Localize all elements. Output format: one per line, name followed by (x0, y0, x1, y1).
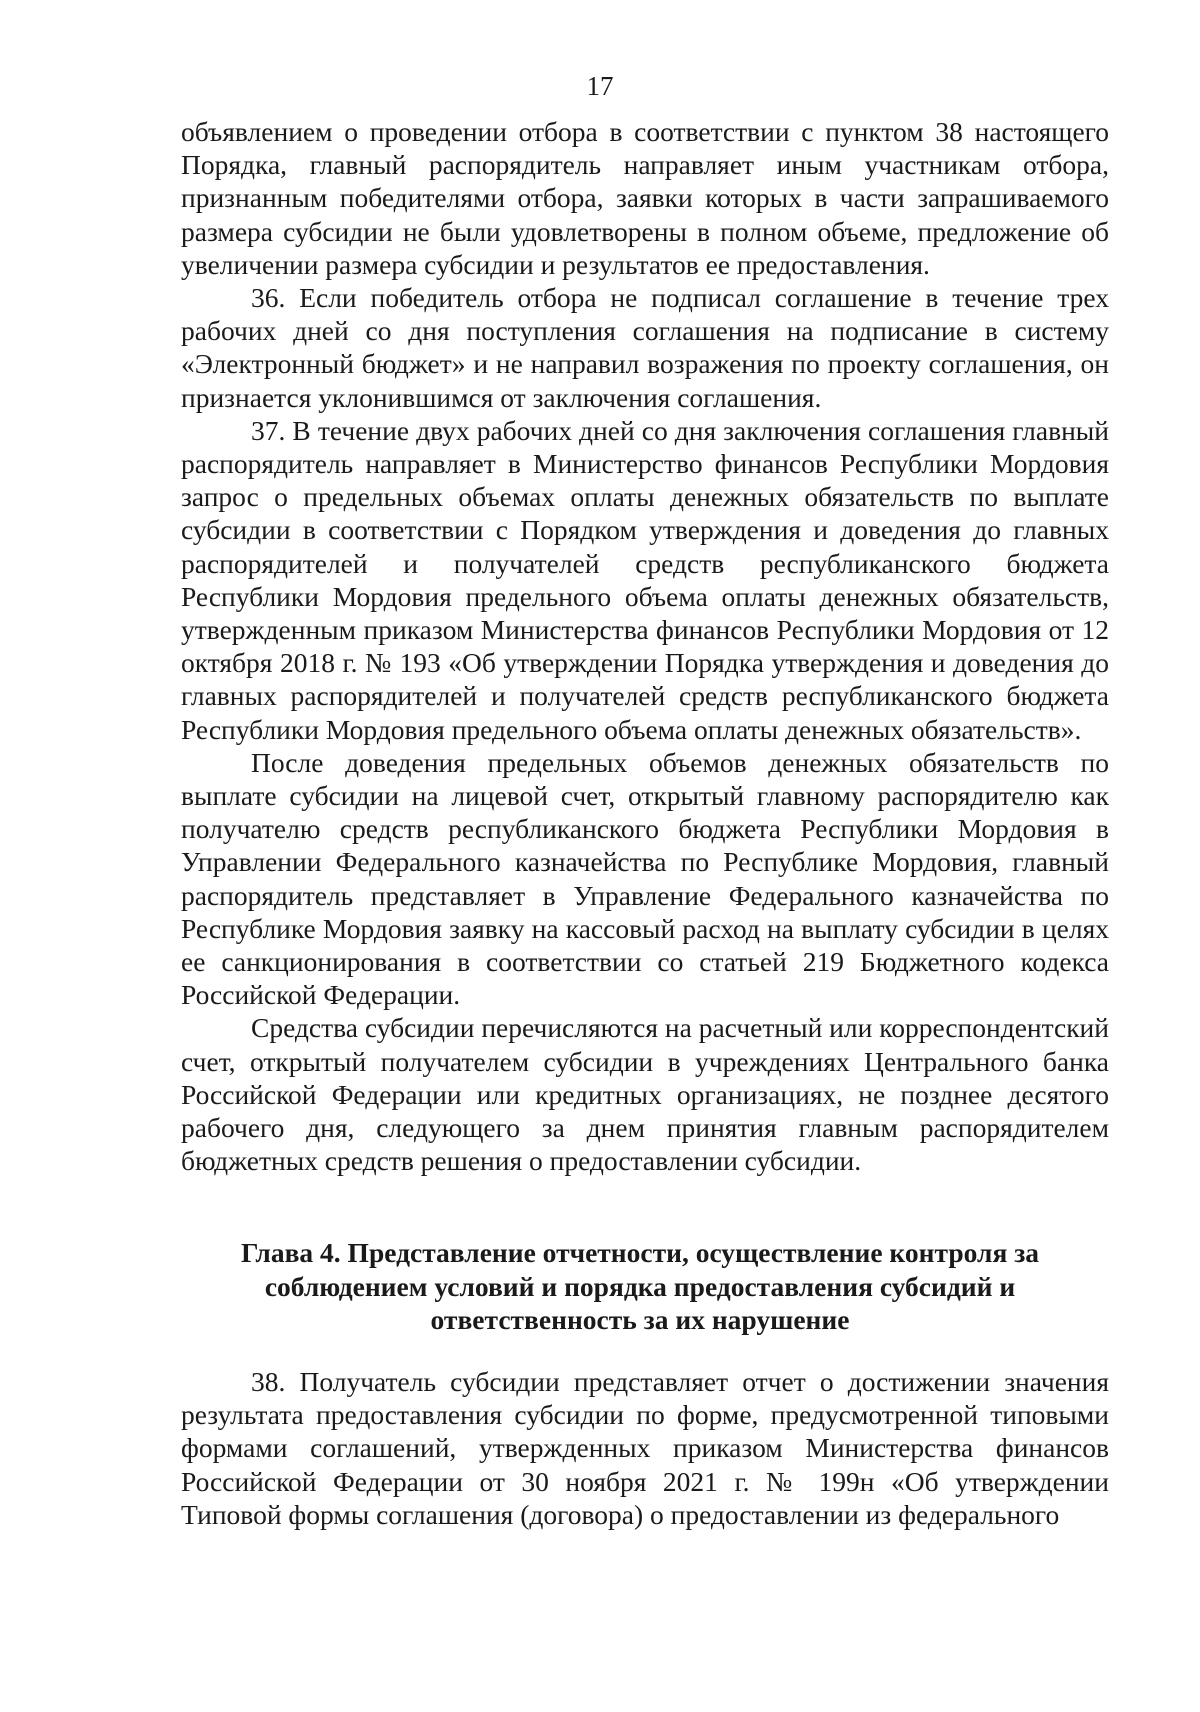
text-block-after-heading (181, 1365, 1109, 1531)
page-number: 17 (586, 71, 614, 101)
text-block-before-heading (181, 115, 1109, 1178)
paragraph-funds-transfer: Средства субсидии перечисляются на расчетный или корреспондентский счет, открытый получателем субсидии в учреждениях Центрального банка Российской Федерации или кредитных организациях, не позднее десятого рабочего дня, следующего за днем принятия главным распорядителем бюджетных средств решения о предоставлении субсидии. (181, 1012, 1109, 1177)
paragraph-continuation: объявлением о проведении отбора в соответствии с пунктом 38 настоящего Порядка, главный распорядитель направляет иным участникам отбора, признанным победителями отбора, заявки которых в части запрашиваемого размера субсидии не были удовлетворены в полном объеме, предложение об увеличении размера субсидии и результатов ее предоставления. (181, 116, 1109, 280)
paragraph-36: 36. Если победитель отбора не подписал соглашение в течение трех рабочих дней со дня поступления соглашения на подписание в систему «Электронный бюджет» и не направил возражения по проекту соглашения, он признается уклонившимся от заключения соглашения. (181, 282, 1109, 413)
paragraph-38: 38. Получатель субсидии представляет отчет о достижении значения результата предоставления субсидии по форме, предусмотренной типовыми формами соглашений, утвержденных приказом Министерства финансов Российской Федерации от 30 ноября 2021 г. № 199н «Об утверждении Типовой формы соглашения (договора) о предоставлении из федерального (181, 1366, 1109, 1530)
chapter-heading: Глава 4. Представление отчетности, осуществление контроля за соблюдением условий и порядка предоставления субсидий и ответственность за их нарушение (241, 1237, 1039, 1335)
paragraph-37: 37. В течение двух рабочих дней со дня заключения соглашения главный распорядитель направляет в Министерство финансов Республики Мордовия запрос о предельных объемах оплаты денежных обязательств по выплате субсидии в соответствии с Порядком утверждения и доведения до главных распорядителей и получателей средств республиканского бюджета Республики Мордовия предельного объема оплаты денежных обязательств, утвержденным приказом Министерства финансов Республики Мордовия от 12 октября 2018 г. № 193 «Об утверждении Порядка утверждения и доведения до главных распорядителей и получателей средств республиканского бюджета Республики Мордовия предельного объема оплаты денежных обязательств». (181, 414, 1109, 745)
paragraph-after-limits: После доведения предельных объемов денежных обязательств по выплате субсидии на лицевой счет, открытый главному распорядителю как получателю средств республиканского бюджета Республики Мордовия в Управлении Федерального казначейства по Республике Мордовия, главный распорядитель представляет в Управление Федерального казначейства по Республике Мордовия заявку на кассовый расход на выплату субсидии в целях ее санкционирования в соответствии со статьей 219 Бюджетного кодекса Российской Федерации. (181, 746, 1109, 1011)
